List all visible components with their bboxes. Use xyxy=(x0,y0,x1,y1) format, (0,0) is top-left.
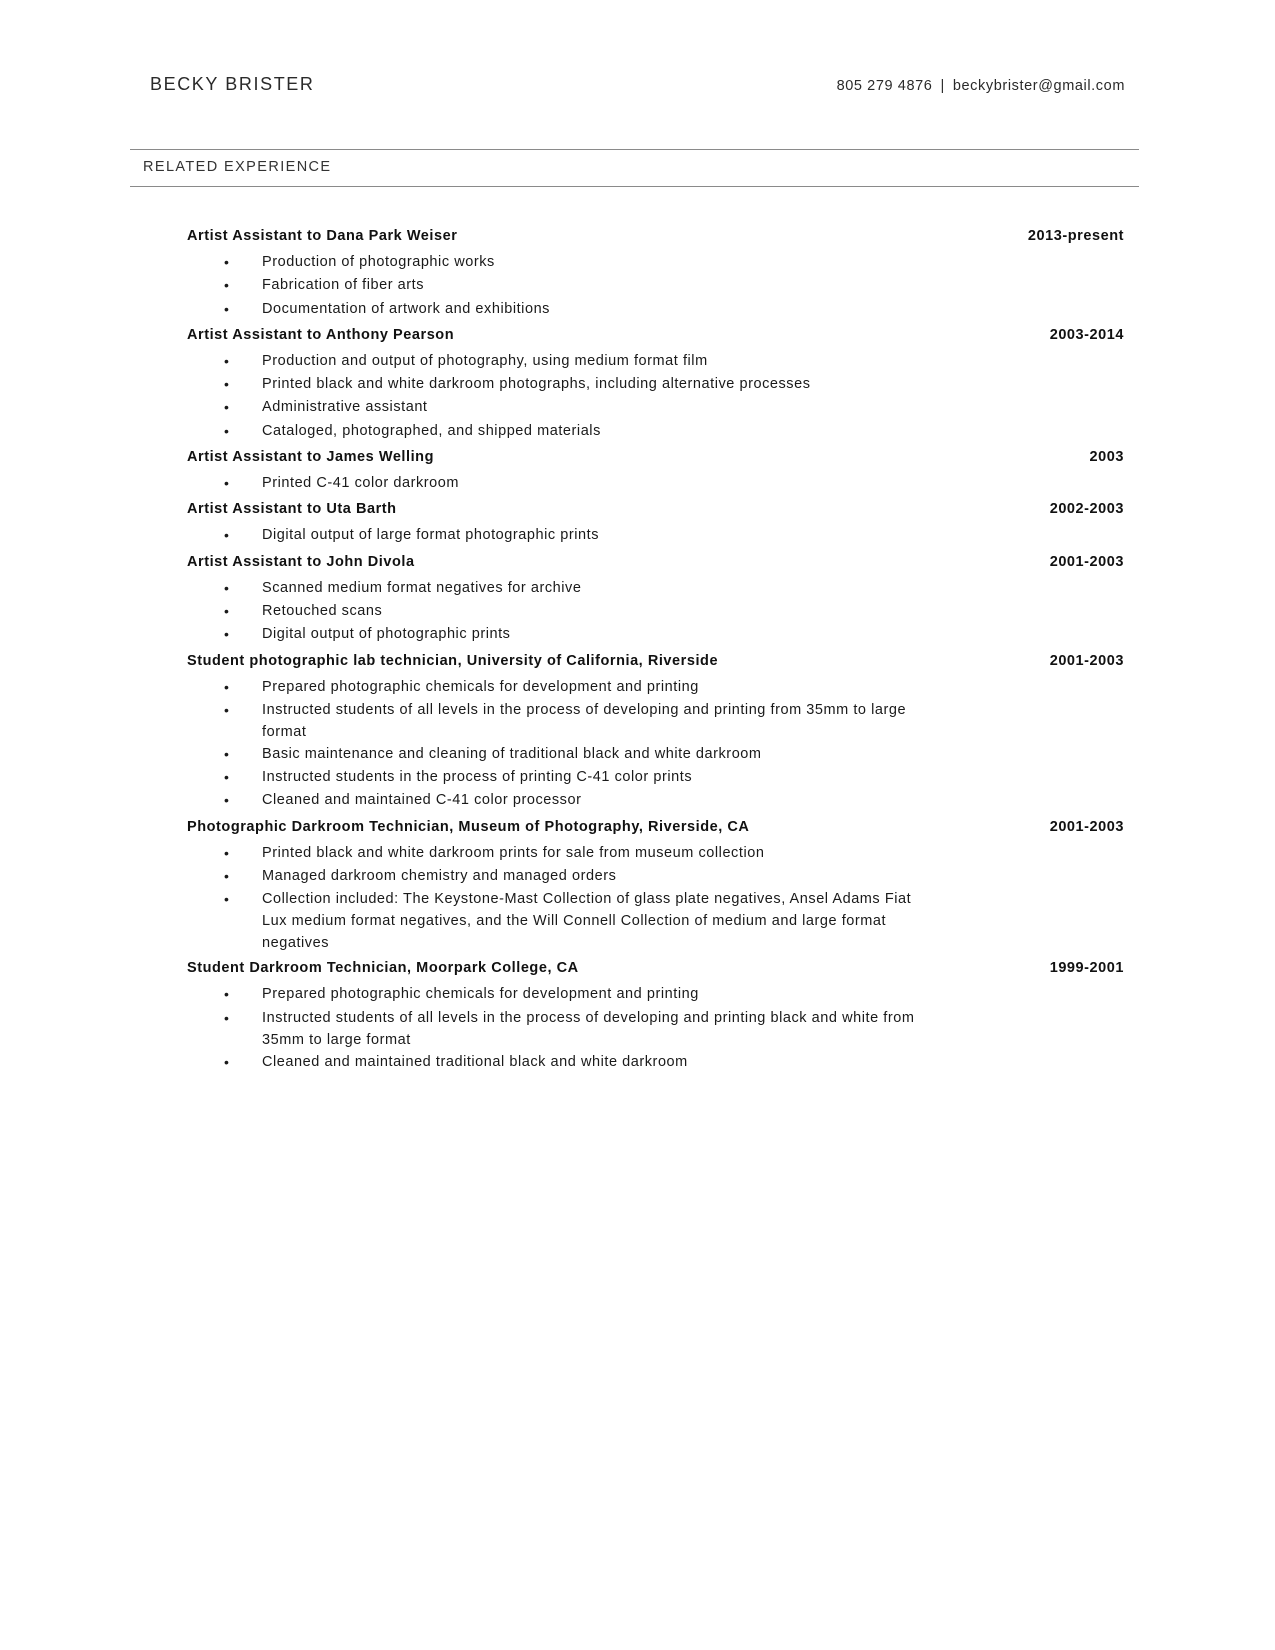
job-bullet xyxy=(187,888,922,954)
job-title: Photographic Darkroom Technician, Museum of Photography, Riverside, CA xyxy=(187,818,750,835)
bullet-text: Administrative assistant xyxy=(262,399,428,416)
job-bullet xyxy=(187,766,922,789)
job-bullet xyxy=(187,350,922,373)
email-address: beckybrister@gmail.com xyxy=(952,78,1125,94)
job-bullet-list xyxy=(187,983,1124,1074)
bullet-icon: • xyxy=(224,475,230,492)
experience-list xyxy=(187,228,1124,1080)
bullet-text: Instructed students of all levels in the process of developing and printing from 35mm to large format xyxy=(262,701,907,740)
job-bullet xyxy=(187,420,922,443)
job-title: Artist Assistant to James Welling xyxy=(187,449,434,466)
bullet-icon: • xyxy=(224,626,230,643)
job-bullet xyxy=(187,298,922,321)
job-bullet xyxy=(187,1051,922,1074)
bullet-text: Printed black and white darkroom prints for sale from museum collection xyxy=(262,844,765,861)
bullet-icon: • xyxy=(224,527,230,544)
bullet-icon: • xyxy=(224,1009,230,1026)
job-header xyxy=(187,819,1124,842)
phone-number: 805 279 4876 xyxy=(836,78,933,94)
job-bullet-list xyxy=(187,472,1124,495)
bullet-text: Basic maintenance and cleaning of traditional black and white darkroom xyxy=(262,745,762,762)
job-entry xyxy=(187,554,1124,647)
bullet-icon: • xyxy=(224,579,230,596)
job-bullet xyxy=(187,251,922,274)
job-entry xyxy=(187,327,1124,443)
bullet-icon: • xyxy=(224,602,230,619)
bullet-text: Retouched scans xyxy=(262,602,383,619)
job-bullet xyxy=(187,396,922,419)
job-bullet xyxy=(187,600,922,623)
bullet-text: Printed C-41 color darkroom xyxy=(262,475,459,492)
job-bullet xyxy=(187,699,922,743)
bullet-icon: • xyxy=(224,352,230,369)
job-entry xyxy=(187,449,1124,495)
bullet-text: Managed darkroom chemistry and managed orders xyxy=(262,868,617,885)
bullet-icon: • xyxy=(224,422,230,439)
bullet-icon: • xyxy=(224,986,230,1003)
job-bullet xyxy=(187,524,922,547)
job-bullet xyxy=(187,789,922,812)
bullet-icon: • xyxy=(224,891,230,908)
bullet-text: Instructed students in the process of printing C-41 color prints xyxy=(262,769,693,786)
bullet-text: Digital output of large format photographic prints xyxy=(262,527,600,544)
bullet-text: Cleaned and maintained C-41 color processor xyxy=(262,792,582,809)
job-dates: 1999-2001 xyxy=(1049,960,1124,977)
bullet-icon: • xyxy=(224,678,230,695)
job-bullet xyxy=(187,743,922,766)
bullet-icon: • xyxy=(224,1053,230,1070)
candidate-name: BECKY BRISTER xyxy=(150,74,315,94)
job-bullet xyxy=(187,676,922,699)
job-bullet xyxy=(187,472,922,495)
job-entry xyxy=(187,819,1124,955)
job-dates: 2003 xyxy=(1089,449,1124,466)
job-bullet-list xyxy=(187,350,1124,443)
bullet-text: Collection included: The Keystone-Mast Collection of glass plate negatives, Ansel Adams Fiat Lux medium format negatives, and the Will Connell Collection of medium and large format negatives xyxy=(262,891,912,952)
job-title: Artist Assistant to Uta Barth xyxy=(187,501,397,518)
job-entry xyxy=(187,228,1124,321)
job-bullet xyxy=(187,373,922,396)
bullet-icon: • xyxy=(224,701,230,718)
bullet-text: Fabrication of fiber arts xyxy=(262,277,425,294)
job-header xyxy=(187,960,1124,983)
job-title: Student Darkroom Technician, Moorpark College, CA xyxy=(187,960,579,977)
bullet-text: Scanned medium format negatives for archive xyxy=(262,579,582,596)
job-header xyxy=(187,228,1124,251)
job-bullet-list xyxy=(187,676,1124,813)
job-header xyxy=(187,653,1124,676)
job-header xyxy=(187,327,1124,350)
bullet-icon: • xyxy=(224,792,230,809)
job-title: Student photographic lab technician, University of California, Riverside xyxy=(187,652,719,669)
job-bullet xyxy=(187,865,922,888)
bullet-icon: • xyxy=(224,868,230,885)
bullet-icon: • xyxy=(224,399,230,416)
bullet-icon: • xyxy=(224,254,230,270)
section-header xyxy=(130,149,1139,187)
job-dates: 2003-2014 xyxy=(1049,326,1124,343)
bullet-text: Instructed students of all levels in the process of developing and printing black and white from 35mm to large format xyxy=(262,1009,915,1048)
bullet-icon: • xyxy=(224,376,230,393)
job-dates: 2001-2003 xyxy=(1049,818,1124,835)
job-dates: 2013-present xyxy=(1027,228,1124,244)
job-bullet-list xyxy=(187,251,1124,321)
job-dates: 2002-2003 xyxy=(1049,501,1124,518)
job-bullet-list xyxy=(187,577,1124,647)
bullet-icon: • xyxy=(224,844,230,861)
job-title: Artist Assistant to John Divola xyxy=(187,553,415,570)
job-bullet xyxy=(187,842,922,865)
bullet-text: Production of photographic works xyxy=(262,254,495,270)
job-bullet-list xyxy=(187,842,1124,955)
job-bullet xyxy=(187,1007,922,1051)
bullet-text: Printed black and white darkroom photographs, including alternative processes xyxy=(262,376,811,393)
bullet-icon: • xyxy=(224,300,230,317)
job-header xyxy=(187,554,1124,577)
resume-header xyxy=(150,74,1125,95)
bullet-icon: • xyxy=(224,745,230,762)
job-dates: 2001-2003 xyxy=(1049,553,1124,570)
bullet-text: Cleaned and maintained traditional black and white darkroom xyxy=(262,1053,688,1070)
bullet-text: Prepared photographic chemicals for development and printing xyxy=(262,678,699,695)
bullet-text: Production and output of photography, using medium format film xyxy=(262,352,708,369)
job-bullet-list xyxy=(187,524,1124,547)
bullet-icon: • xyxy=(224,769,230,786)
job-bullet xyxy=(187,983,922,1006)
job-title: Artist Assistant to Anthony Pearson xyxy=(187,326,455,343)
contact-info xyxy=(837,78,1125,94)
job-header xyxy=(187,501,1124,524)
job-header xyxy=(187,449,1124,472)
bullet-text: Documentation of artwork and exhibitions xyxy=(262,300,550,317)
section-title: RELATED EXPERIENCE xyxy=(143,159,332,175)
job-title: Artist Assistant to Dana Park Weiser xyxy=(187,228,458,244)
job-bullet xyxy=(187,623,922,646)
job-entry xyxy=(187,960,1124,1074)
job-bullet xyxy=(187,274,922,297)
contact-separator: | xyxy=(940,78,945,94)
job-dates: 2001-2003 xyxy=(1049,652,1124,669)
bullet-icon: • xyxy=(224,277,230,294)
job-entry xyxy=(187,501,1124,547)
job-entry xyxy=(187,653,1124,813)
bullet-text: Cataloged, photographed, and shipped materials xyxy=(262,422,601,439)
job-bullet xyxy=(187,577,922,600)
bullet-text: Prepared photographic chemicals for development and printing xyxy=(262,986,699,1003)
bullet-text: Digital output of photographic prints xyxy=(262,626,511,643)
